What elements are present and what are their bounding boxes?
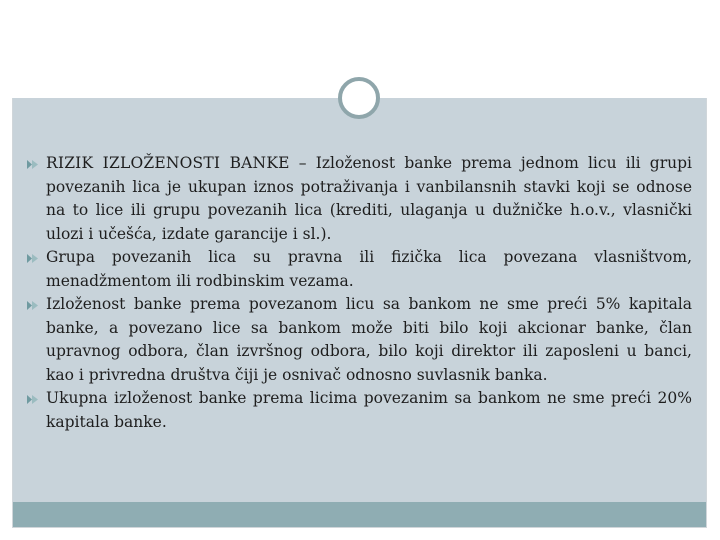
bullet-lead: RIZIK IZLOŽENOSTI BANKE	[46, 154, 290, 172]
bullet-text-after: kapitala banke, a povezano lice sa bankom može biti bilo koji akcionar banke, član upravnog odbora, član izvršnog odbora, bilo koji direktor ili zaposleni u banci, kao i privredna društva čiji je osnivač odnosno suvlasnik banka.	[46, 295, 693, 384]
bullet-text-before: Izloženost banke prema povezanom licu sa bankom ne sme preći	[46, 295, 596, 313]
percent-value: 5%	[595, 295, 621, 313]
bullet-item-4	[26, 387, 692, 434]
bullet-item-1	[26, 152, 692, 246]
bullet-text: Grupa povezanih lica su pravna ili fizička lica povezana vlasništvom, menadžmentom ili rodbinskim vezama.	[46, 248, 692, 290]
bullet-list	[26, 152, 692, 434]
bullet-arrow-icon	[26, 394, 39, 405]
bullet-arrow-icon	[26, 253, 39, 264]
bullet-arrow-icon	[26, 159, 39, 170]
bullet-item-2	[26, 246, 692, 293]
bullet-text-before: Ukupna izloženost banke prema licima povezanim sa bankom ne sme preći	[46, 389, 658, 407]
footer-bar	[13, 502, 706, 527]
bullet-arrow-icon	[26, 300, 39, 311]
bullet-text: – Izloženost banke prema jednom licu ili grupi povezanih lica je ukupan iznos potraživanja i vanbilansnih stavki koji se odnose na to lice ili grupu povezanih lica (krediti, ulaganja u dužničke h.o.v., vlasnički ulozi i učešća, izdate garancije i sl.).	[46, 154, 692, 243]
bullet-text-after: kapitala banke.	[46, 412, 167, 431]
bullet-item-3	[26, 293, 692, 387]
percent-value: 20%	[657, 389, 692, 407]
ring-ornament-icon	[338, 77, 380, 119]
